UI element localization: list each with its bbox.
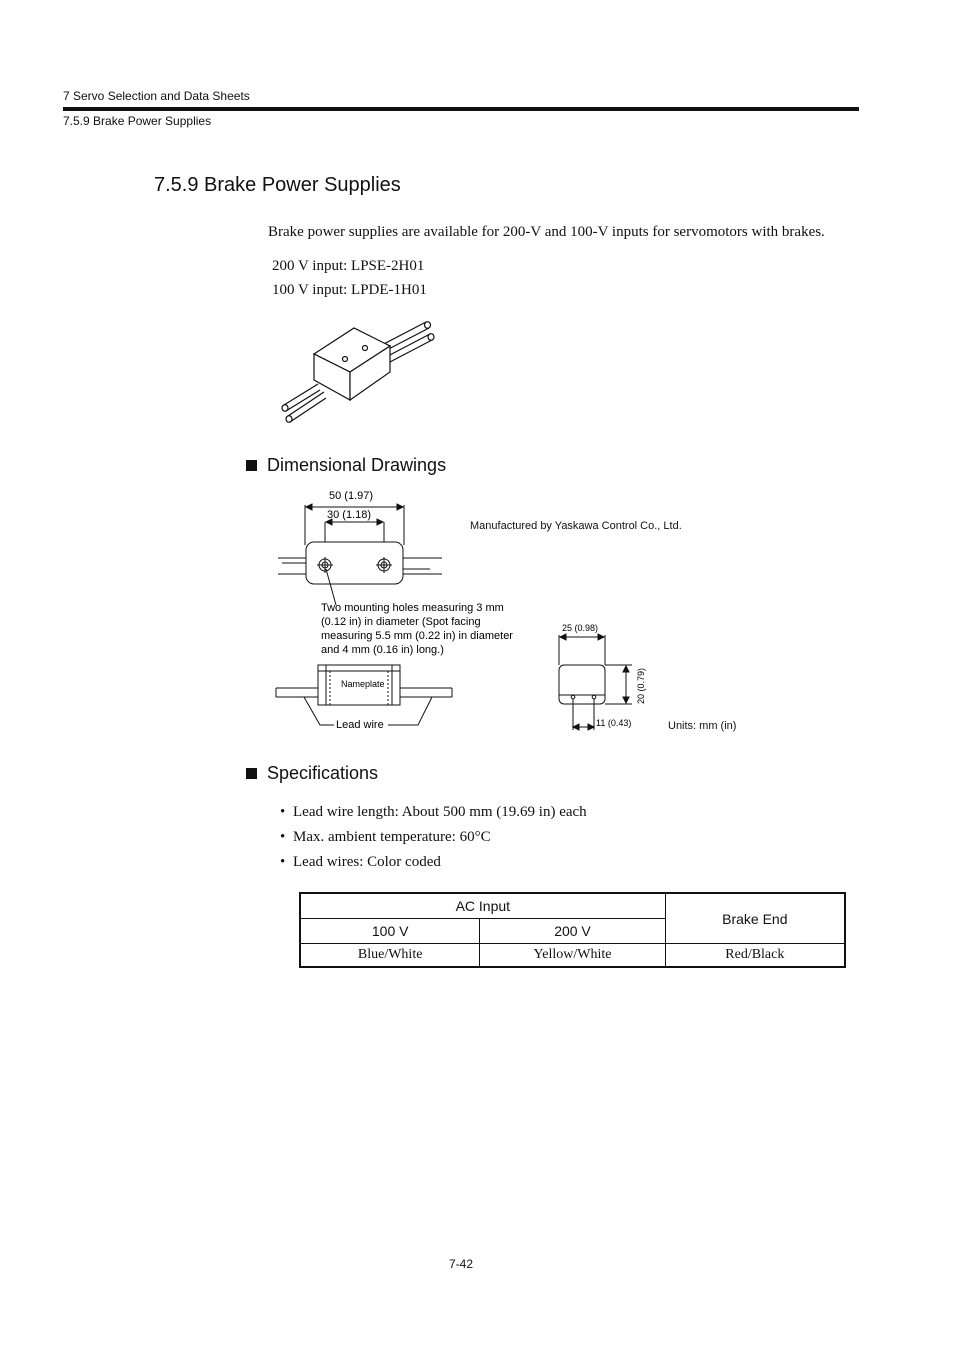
units-note: Units: mm (in)	[668, 720, 737, 732]
header-200v: 200 V	[480, 919, 665, 944]
running-header-section: 7.5.9 Brake Power Supplies	[63, 114, 212, 128]
model-100v: 100 V input: LPDE-1H01	[272, 282, 427, 298]
spec-bullet-text: Lead wire length: About 500 mm (19.69 in) each	[293, 804, 587, 820]
product-illustration	[278, 312, 438, 427]
mount-note-line-3: measuring 5.5 mm (0.22 in) in diameter	[321, 630, 513, 642]
header-100v: 100 V	[300, 919, 480, 944]
header-rule	[63, 107, 859, 111]
specifications-title: Specifications	[267, 763, 379, 783]
mount-note-line-4: and 4 mm (0.16 in) long.)	[321, 644, 444, 656]
page-number: 7-42	[449, 1257, 474, 1271]
side-offset-label: 11 (0.43)	[596, 718, 632, 728]
header-brake-end: Brake End	[665, 893, 845, 944]
spec-bullet-text: Max. ambient temperature: 60°C	[293, 829, 491, 845]
lead-wire-label: Lead wire	[336, 719, 384, 731]
dimensional-drawings-title: Dimensional Drawings	[267, 455, 447, 475]
side-height-label: 20 (0.79)	[636, 667, 646, 704]
spec-bullet-text: Lead wires: Color coded	[293, 854, 441, 870]
spec-bullet: • Max. ambient temperature: 60°C	[280, 829, 491, 845]
cell-brake-color: Red/Black	[665, 944, 845, 968]
square-bullet-icon	[246, 460, 257, 471]
spec-bullet: • Lead wires: Color coded	[280, 854, 441, 870]
section-title: 7.5.9 Brake Power Supplies	[154, 174, 401, 196]
spec-bullet: • Lead wire length: About 500 mm (19.69 in) each	[280, 804, 587, 820]
header-ac-input: AC Input	[300, 893, 665, 919]
nameplate-label: Nameplate	[341, 679, 385, 689]
dim-total-label: 50 (1.97)	[329, 490, 374, 502]
mount-note-line-2: (0.12 in) in diameter (Spot facing	[321, 616, 481, 628]
cell-200v-color: Yellow/White	[480, 944, 665, 968]
intro-paragraph: Brake power supplies are available for 200-V and 100-V inputs for servomotors with brakes.	[268, 224, 825, 240]
mount-note-line-1: Two mounting holes measuring 3 mm	[321, 602, 504, 614]
side-width-label: 25 (0.98)	[562, 623, 599, 633]
dimensional-drawings-heading	[246, 455, 446, 476]
running-header-chapter: 7 Servo Selection and Data Sheets	[63, 89, 250, 103]
manufacturer-note: Manufactured by Yaskawa Control Co., Ltd.	[470, 520, 682, 532]
specifications-heading	[246, 763, 378, 784]
cell-100v-color: Blue/White	[300, 944, 480, 968]
lead-wire-color-table	[299, 892, 846, 968]
dim-holes-label: 30 (1.18)	[327, 509, 372, 521]
square-bullet-icon	[246, 768, 257, 779]
model-200v: 200 V input: LPSE-2H01	[272, 258, 425, 274]
